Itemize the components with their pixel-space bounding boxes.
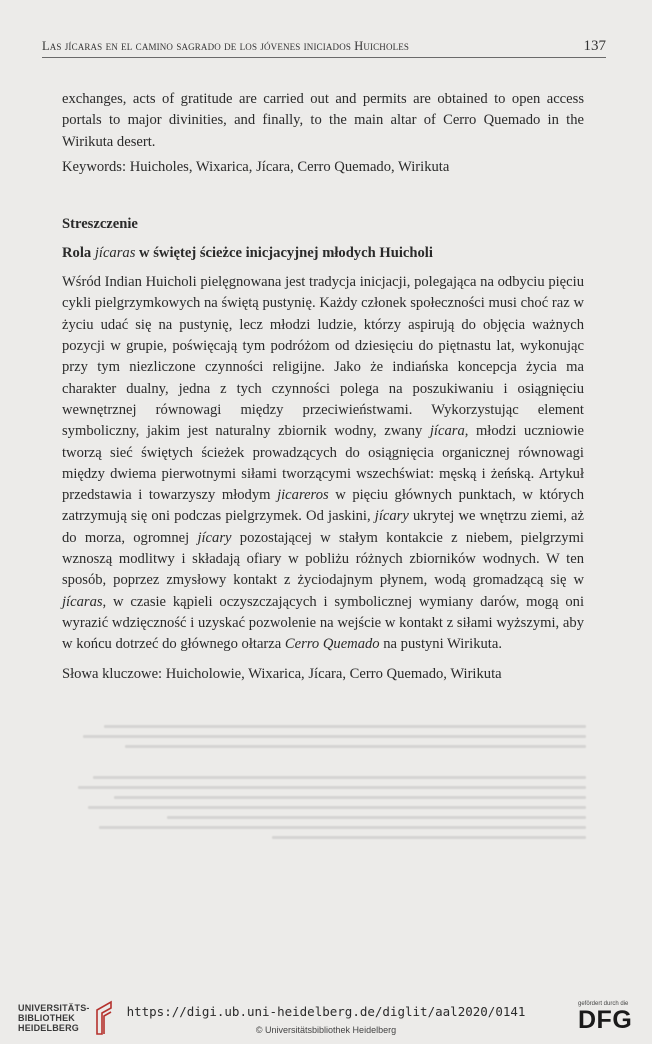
page-number: 137 [583, 38, 606, 54]
section-heading: Streszczenie [62, 216, 138, 233]
dfg-wordmark: DFG [578, 1006, 633, 1034]
article-title-pl: Rola jícaras w świętej ścieżce inicjacyjnej młodych Huicholi [62, 245, 433, 262]
show-through-bleed [62, 718, 586, 968]
page-content [62, 89, 584, 685]
summary-paragraph: Wśród Indian Huicholi pielęgnowana jest tradycja inicjacji, polegająca na odbyciu pięciu cykli pielgrzymkowych na świętą pustynię. Każdy członek społeczności musi choć raz w życiu udać się na pustynię, lecz młodzi ludzie, którzy aspirują do objęcia ważnych pozycji w grupie, poświęcają tym podróżom od dziesięciu do piętnastu lat, wykonując przy tym niezliczone czynności religijne. Jako że indiańska koncepcja życia ma charakter dualny, jedna z tych czynności polega na poszukiwaniu i osiągnięciu wewnętrznej równowagi między przeciwieństwami. Wykorzystując element symboliczny, jakim jest naturalny zbiornik wodny, zwany jícara, młodzi uczniowie tworzą sieć świętych ścieżek prowadzących do osiągnięcia organicznej równowagi między dwiema pierwotnymi siłami tworzącymi wszechświat: męską i żeńską. Artykuł przedstawia i towarzyszy młodym jicareros w pięciu głównych punktach, w których zatrzymują się oni podczas pielgrzymek. Od jaskini, jícary ukrytej we wnętrzu ziemi, aż do morza, ogromnej jícary pozostającej w stałym kontakcie z niebem, pielgrzymi wznoszą modlitwy i składają ofiary w pobliżu różnych zbiorników wodnych. W ten sposób, poprzez zmysłowy kontakt z życiodajnym płynem, wodą gromadzącą się w jícaras, w czasie kąpieli oczyszczających i symbolicznej wymiany darów, mogą oni wyrazić wdzięczność i uzyskać pozwolenie na wejście w kontakt z siłami wyższymi, aby w końcu dotrzeć do głównego ołtarza Cerro Quemado na pustyni Wirikuta. [62, 274, 585, 653]
dfg-logo[interactable] [578, 1001, 632, 1033]
running-title: Las jícaras en el camino sagrado de los jóvenes iniciados Huicholes [42, 39, 410, 53]
abstract-end: exchanges, acts of gratitude are carried out and permits are obtained to open access portals to major divinities, and finally, to the main altar of Cerro Quemado in the Wirikuta desert. [62, 91, 584, 150]
keywords-pl: Słowa kluczowe: Huicholowie, Wixarica, Jícara, Cerro Quemado, Wirikuta [62, 665, 502, 682]
source-url[interactable]: https://digi.ub.uni-heidelberg.de/diglit/aal2020/0141 [126, 1004, 526, 1019]
keywords-en: Keywords: Huicholes, Wixarica, Jícara, Cerro Quemado, Wirikuta [62, 158, 450, 175]
copyright-notice: © Universitätsbibliothek Heidelberg [255, 1025, 397, 1035]
running-header [42, 38, 606, 58]
dfg-funded-label: gefördert durch die [578, 1001, 629, 1007]
library-name: UNIVERSITÄTS- BIBLIOTHEK HEIDELBERG [18, 1003, 90, 1033]
